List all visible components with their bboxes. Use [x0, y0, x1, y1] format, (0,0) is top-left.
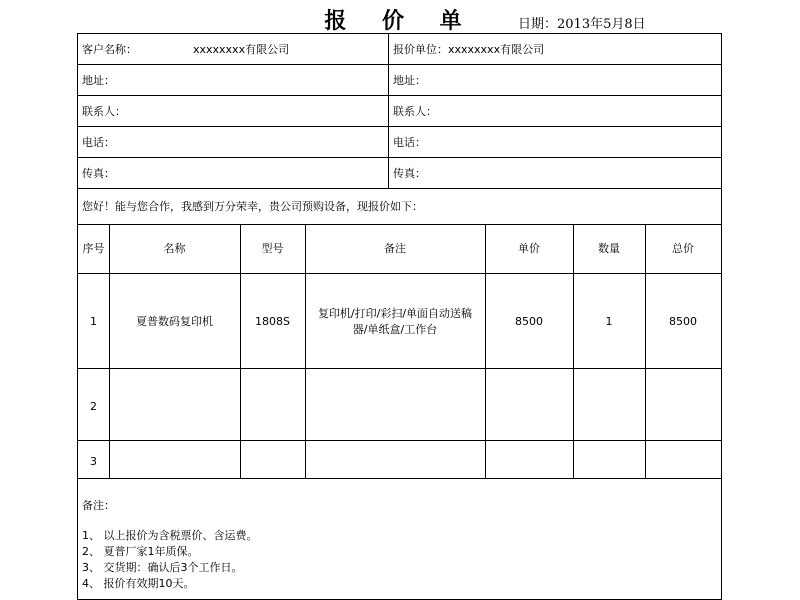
- row-divider: [78, 478, 721, 479]
- phone-label-left: 电话：: [82, 136, 115, 149]
- notes-label: 备注：: [82, 499, 115, 512]
- header-model: 型号: [261, 242, 284, 255]
- header-remark: 备注: [384, 242, 406, 255]
- row-remark: 复印机/打印/彩扫/单面自动送稿器/单纸盒/工作台: [317, 307, 473, 336]
- col-divider: [485, 224, 486, 478]
- header-no: 序号: [82, 242, 105, 255]
- row-divider: [78, 273, 721, 274]
- header-qty: 数量: [598, 242, 620, 255]
- note-item: 4、 报价有效期10天。: [82, 577, 195, 590]
- row-no: 1: [90, 315, 97, 328]
- row-name: 夏普数码复印机: [136, 315, 213, 328]
- address-label-right: 地址：: [393, 74, 426, 87]
- quote-form: [77, 33, 722, 600]
- header-name: 名称: [163, 242, 186, 255]
- col-divider: [305, 224, 306, 478]
- row-divider: [78, 64, 721, 65]
- row-model: 1808S: [255, 315, 290, 328]
- quoter-label: 报价单位：xxxxxxxx有限公司: [393, 43, 545, 56]
- row-divider: [78, 440, 721, 441]
- note-item: 1、 以上报价为含税票价、含运费。: [82, 529, 258, 542]
- row-divider: [78, 126, 721, 127]
- fax-label-left: 传真：: [82, 167, 115, 180]
- col-divider: [573, 224, 574, 478]
- note-item: 3、 交货期：确认后3个工作日。: [82, 561, 243, 574]
- header-price: 单价: [518, 242, 540, 255]
- info-divider: [388, 34, 389, 188]
- row-no: 2: [90, 400, 97, 413]
- phone-label-right: 电话：: [393, 136, 426, 149]
- page-title: 报 价 单: [324, 8, 476, 34]
- header-total: 总价: [672, 242, 694, 255]
- row-divider: [78, 368, 721, 369]
- greeting-text: 您好！能与您合作，我感到万分荣幸，贵公司预购设备，现报价如下：: [82, 200, 423, 213]
- row-divider: [78, 95, 721, 96]
- row-total: 8500: [669, 315, 697, 328]
- row-qty: 1: [605, 315, 613, 328]
- client-value: xxxxxxxx有限公司: [193, 43, 290, 56]
- note-item: 2、 夏普厂家1年质保。: [82, 545, 199, 558]
- quote-date: 日期：2013年5月8日: [518, 17, 646, 32]
- contact-label-right: 联系人：: [393, 105, 437, 118]
- row-divider: [78, 188, 721, 189]
- row-price: 8500: [515, 315, 543, 328]
- col-divider: [240, 224, 241, 478]
- fax-label-right: 传真：: [393, 167, 426, 180]
- address-label-left: 地址：: [82, 74, 115, 87]
- client-label: 客户名称：: [82, 43, 137, 56]
- contact-label-left: 联系人：: [82, 105, 126, 118]
- col-divider: [645, 224, 646, 478]
- row-no: 3: [90, 455, 97, 468]
- row-divider: [78, 224, 721, 225]
- col-divider: [109, 224, 110, 478]
- row-divider: [78, 157, 721, 158]
